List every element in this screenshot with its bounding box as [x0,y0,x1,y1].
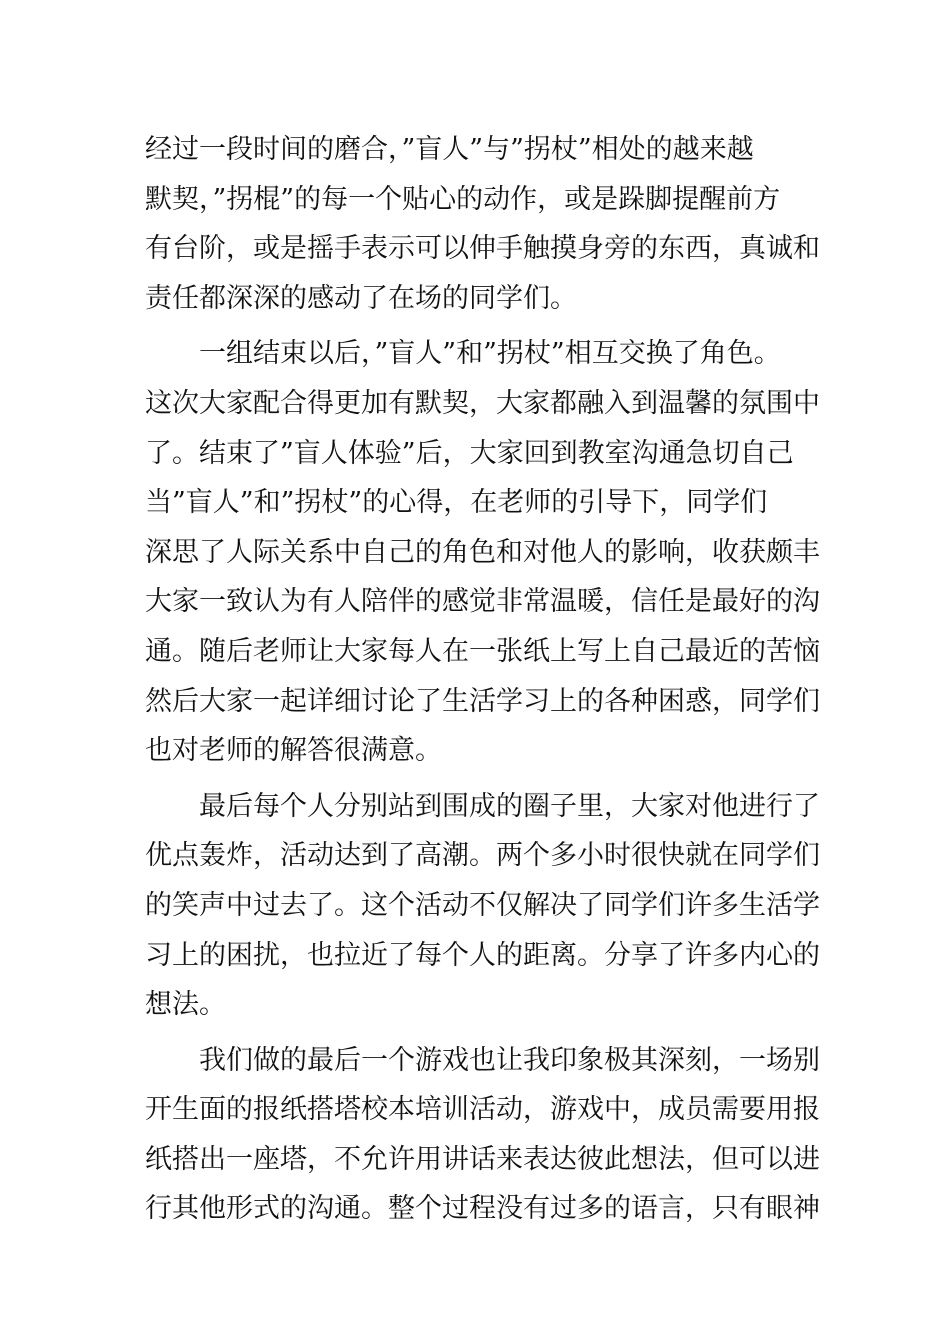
text-line: 了。结束了”盲人体验”后，大家回到教室沟通急切自己 [145,437,794,469]
text-line: 一组结束以后，”盲人”和”拐杖”相互交换了角色。 [199,338,781,370]
text-line: 开生面的报纸搭塔校本培训活动，游戏中，成员需要用报 [145,1094,820,1126]
text-line: 然后大家一起详细讨论了生活学习上的各种困惑，同学们 [145,685,820,717]
paragraph-4 [145,1036,825,1234]
text-line: 习上的困扰，也拉近了每个人的距离。分享了许多内心的 [145,939,820,971]
paragraph-1 [145,125,825,323]
text-line: 经过一段时间的磨合，”盲人”与”拐杖”相处的越来越 [145,134,754,165]
text-line: 优点轰炸，活动达到了高潮。两个多小时很快就在同学们 [145,840,820,872]
text-line: 我们做的最后一个游戏也让我印象极其深刻，一场别 [199,1044,820,1076]
text-line: 默契，”拐棍”的每一个贴心的动作，或是跺脚提醒前方 [145,183,781,215]
text-line: 有台阶，或是摇手表示可以伸手触摸身旁的东西，真诚和 [145,233,820,265]
text-line: 深思了人际关系中自己的角色和对他人的影响，收获颇丰 [145,536,820,568]
text-line: 责任都深深的感动了在场的同学们。 [145,282,577,314]
text-line: 想法。 [145,989,226,1021]
paragraph-2 [145,329,825,775]
text-line: 行其他形式的沟通。整个过程没有过多的语言，只有眼神 [145,1193,820,1225]
text-line: 的笑声中过去了。这个活动不仅解决了同学们许多生活学 [145,889,820,921]
text-line: 也对老师的解答很满意。 [145,735,442,767]
text-line: 纸搭出一座塔，不允许用讲话来表达彼此想法，但可以进 [145,1143,820,1175]
text-line: 最后每个人分别站到围成的圈子里，大家对他进行了 [199,790,820,822]
text-line: 当”盲人”和”拐杖”的心得，在老师的引导下，同学们 [145,487,768,519]
document-body [145,125,825,1234]
text-line: 这次大家配合得更加有默契，大家都融入到温馨的氛围中 [145,387,820,419]
paragraph-3 [145,782,825,1030]
text-line: 大家一致认为有人陪伴的感觉非常温暖，信任是最好的沟 [145,586,820,618]
text-line: 通。随后老师让大家每人在一张纸上写上自己最近的苦恼 [145,635,820,667]
